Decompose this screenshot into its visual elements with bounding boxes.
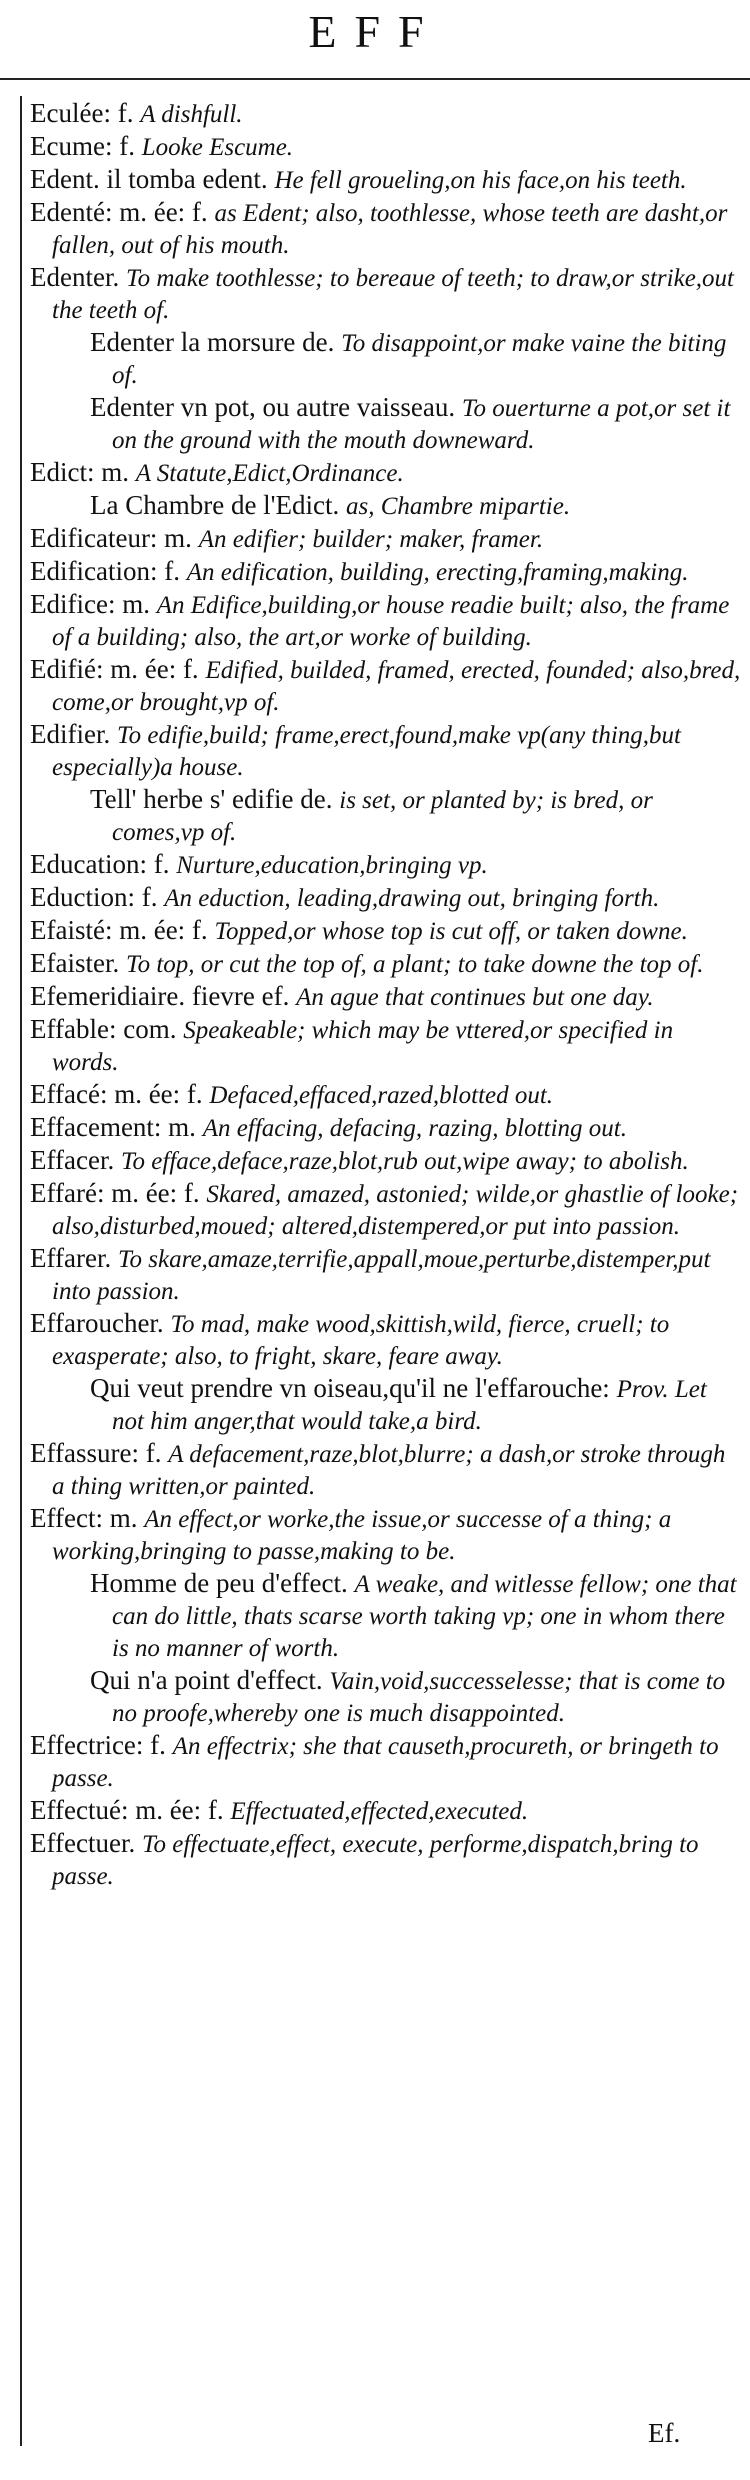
gloss: To effectuate,effect, execute, performe,dispatch,bring to passe. <box>52 1831 699 1890</box>
gloss: To efface,deface,raze,blot,rub out,wipe away; to abolish. <box>120 1148 689 1175</box>
headword: Efemeridiaire. fievre ef. <box>30 981 290 1011</box>
headword: La Chambre de l'Edict. <box>90 490 340 520</box>
headword: Effarer. <box>30 1243 112 1273</box>
headword: Effable: com. <box>30 1014 177 1044</box>
dictionary-entry <box>30 392 742 456</box>
dictionary-entry <box>30 164 742 196</box>
gloss: He fell groueling,on his face,on his teeth. <box>274 167 687 194</box>
headword: Efaisté: m. ée: f. <box>30 915 208 945</box>
headword: Edification: f. <box>30 556 180 586</box>
gloss: An effacing, defacing, razing, blotting out. <box>202 1115 627 1142</box>
gloss: Effectuated,effected,executed. <box>230 1798 529 1825</box>
gloss: To top, or cut the top of, a plant; to take downe the top of. <box>125 951 704 978</box>
dictionary-entry <box>30 882 742 914</box>
dictionary-entry <box>30 457 742 489</box>
gloss: An edification, building, erecting,framing,making. <box>186 559 689 586</box>
dictionary-entry <box>30 1243 742 1307</box>
dictionary-entry <box>30 523 742 555</box>
headword: Edifier. <box>30 719 111 749</box>
gloss: A defacement,raze,blot,blurre; a dash,or stroke through a thing written,or painted. <box>52 1441 726 1500</box>
headword: Effectrice: f. <box>30 1730 166 1760</box>
headword: Effacement: m. <box>30 1112 196 1142</box>
gloss: is set, or planted by; is bred, or comes,vp of. <box>112 787 653 846</box>
catchword: Ef. <box>648 2418 681 2448</box>
gloss: A Statute,Edict,Ordinance. <box>135 460 404 487</box>
headword: Effaré: m. ée: f. <box>30 1178 200 1208</box>
headword: Edent. il tomba edent. <box>30 164 268 194</box>
gloss: Defaced,effaced,razed,blotted out. <box>209 1082 554 1109</box>
gloss: as, Chambre mipartie. <box>346 493 571 520</box>
headword: Edenter vn pot, ou autre vaisseau. <box>90 392 456 422</box>
gloss: Skared, amazed, astonied; wilde,or ghastlie of looke; also,disturbed,moued; altered,distempered,or put into passion. <box>52 1181 739 1240</box>
gloss: An ague that continues but one day. <box>296 984 654 1011</box>
dictionary-entry <box>30 98 742 130</box>
dictionary-entry <box>30 1730 742 1794</box>
header-rule <box>0 78 750 80</box>
dictionary-entry <box>30 1178 742 1242</box>
gloss: An edifier; builder; maker, framer. <box>198 526 544 553</box>
dictionary-entry <box>30 981 742 1013</box>
headword: Eduction: f. <box>30 882 158 912</box>
dictionary-entry <box>30 1373 742 1437</box>
headword: Edifié: m. ée: f. <box>30 654 199 684</box>
dictionary-entry <box>30 197 742 261</box>
headword: Edifice: m. <box>30 589 150 619</box>
headword: Ecume: f. <box>30 131 135 161</box>
headword: Edenter la morsure de. <box>90 327 335 357</box>
dictionary-entry <box>30 1795 742 1827</box>
headword: Effect: m. <box>30 1503 138 1533</box>
dictionary-entry <box>30 1079 742 1111</box>
dictionary-entry <box>30 948 742 980</box>
gloss: A weake, and witlesse fellow; one that can do little, thats scarse worth taking vp; one in whom there is no manner of worth. <box>112 1571 737 1662</box>
headword: Homme de peu d'effect. <box>90 1568 348 1598</box>
headword: Effassure: f. <box>30 1438 162 1468</box>
headword: Education: f. <box>30 849 170 879</box>
headword: Efaister. <box>30 948 120 978</box>
dictionary-entry <box>30 849 742 881</box>
gloss: Prov. Let not him anger,that would take,a bird. <box>112 1376 707 1435</box>
dictionary-entry <box>30 1308 742 1372</box>
entry-list <box>30 98 742 1893</box>
gloss: To make toothlesse; to bereaue of teeth; to draw,or strike,out the teeth of. <box>52 265 734 324</box>
gloss: Speakeable; which may be vttered,or specified in words. <box>52 1017 674 1076</box>
gloss: To disappoint,or make vaine the biting of. <box>112 330 727 389</box>
dictionary-entry <box>30 1014 742 1078</box>
dictionary-entry <box>30 654 742 718</box>
gloss: Vain,void,successelesse; that is come to no proofe,whereby one is much disappointed. <box>112 1668 726 1727</box>
headword: Edict: m. <box>30 457 129 487</box>
dictionary-entry <box>30 556 742 588</box>
headword: Eculée: f. <box>30 98 134 128</box>
dictionary-entry <box>30 1665 742 1729</box>
gloss: Edified, builded, framed, erected, founded; also,bred, come,or brought,vp of. <box>52 657 741 716</box>
gloss: An effectrix; she that causeth,procureth, or bringeth to passe. <box>52 1733 719 1792</box>
headword: Edenté: m. ée: f. <box>30 197 208 227</box>
dictionary-entry <box>30 784 742 848</box>
dictionary-entry <box>30 915 742 947</box>
headword: Effacé: m. ée: f. <box>30 1079 203 1109</box>
gloss: Nurture,education,bringing vp. <box>176 852 488 879</box>
headword: Tell' herbe s' edifie de. <box>90 784 333 814</box>
gloss: To edifie,build; frame,erect,found,make vp(any thing,but especially)a house. <box>52 722 681 781</box>
column-rule <box>20 96 22 2446</box>
running-head: EFF <box>308 6 442 57</box>
gloss: Looke Escume. <box>141 134 294 161</box>
headword: Qui n'a point d'effect. <box>90 1665 323 1695</box>
dictionary-entry <box>30 1145 742 1177</box>
gloss: An effect,or worke,the issue,or successe of a thing; a working,bringing to passe,making to be. <box>52 1506 672 1565</box>
dictionary-entry <box>30 1112 742 1144</box>
gloss: Topped,or whose top is cut off, or taken downe. <box>214 918 688 945</box>
dictionary-entry <box>30 490 742 522</box>
gloss: An eduction, leading,drawing out, bringing forth. <box>164 885 660 912</box>
headword: Effaroucher. <box>30 1308 164 1338</box>
dictionary-entry <box>30 1828 742 1892</box>
headword: Edificateur: m. <box>30 523 192 553</box>
dictionary-entry <box>30 131 742 163</box>
dictionary-entry <box>30 719 742 783</box>
gloss: as Edent; also, toothlesse, whose teeth are dasht,or fallen, out of his mouth. <box>52 200 728 259</box>
headword: Effacer. <box>30 1145 115 1175</box>
headword: Edenter. <box>30 262 120 292</box>
gloss: An Edifice,building,or house readie built; also, the frame of a building; also, the art,or worke of building. <box>52 592 730 651</box>
headword: Qui veut prendre vn oiseau,qu'il ne l'effarouche: <box>90 1373 610 1403</box>
gloss: A dishfull. <box>140 101 243 128</box>
headword: Effectué: m. ée: f. <box>30 1795 224 1825</box>
gloss: To ouerturne a pot,or set it on the ground with the mouth downeward. <box>112 395 731 454</box>
headword: Effectuer. <box>30 1828 136 1858</box>
dictionary-entry <box>30 262 742 326</box>
gloss: To mad, make wood,skittish,wild, fierce, cruell; to exasperate; also, to fright, skare, feare away. <box>52 1311 670 1370</box>
dictionary-entry <box>30 1568 742 1664</box>
dictionary-entry <box>30 1438 742 1502</box>
gloss: To skare,amaze,terrifie,appall,moue,perturbe,distemper,put into passion. <box>52 1246 711 1305</box>
dictionary-entry <box>30 1503 742 1567</box>
dictionary-entry <box>30 327 742 391</box>
dictionary-entry <box>30 589 742 653</box>
